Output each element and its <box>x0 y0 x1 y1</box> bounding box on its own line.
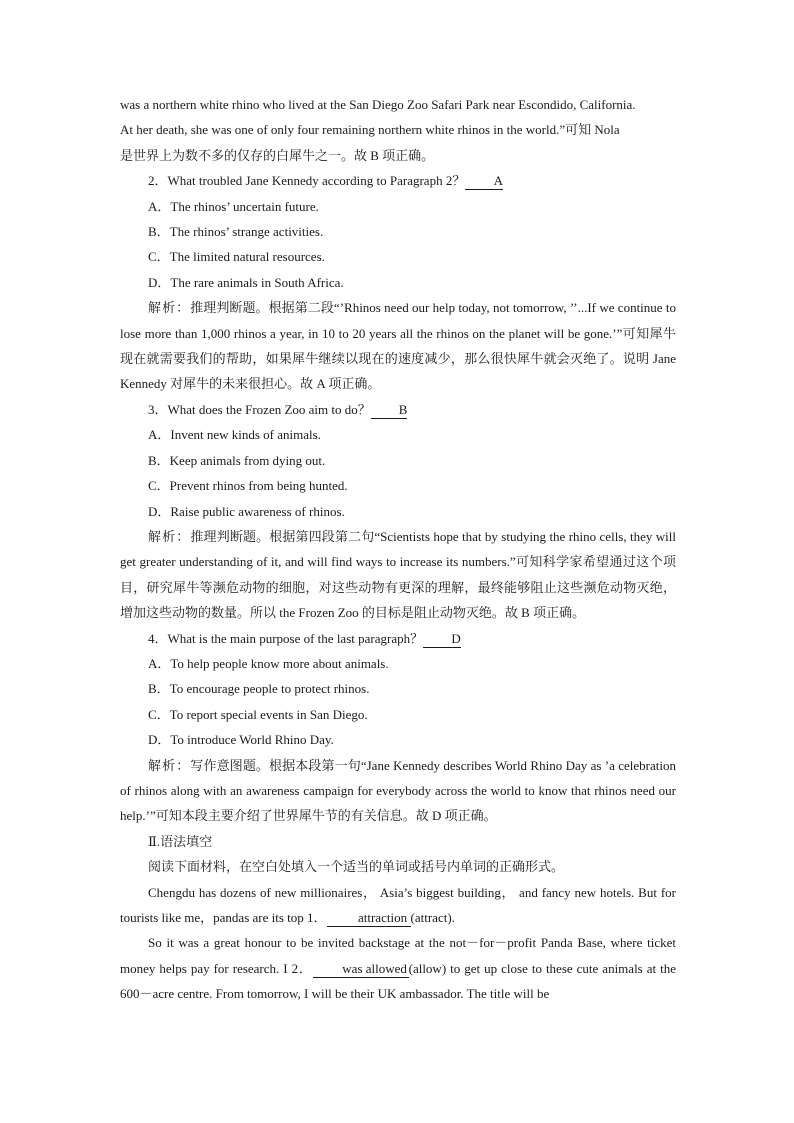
section-title: Ⅱ.语法填空 <box>148 833 213 849</box>
question-4-option-a: A．To help people know more about animals. <box>148 655 389 671</box>
question-2-option-b: B．The rhinos’ strange activities. <box>148 224 324 240</box>
question-3-option-b: B．Keep animals from dying out. <box>148 452 326 468</box>
question-2-option-a: A．The rhinos’ uncertain future. <box>148 198 319 214</box>
analysis-label: 解析： <box>148 300 191 316</box>
question-4-option-c: C．To report special events in San Diego. <box>148 706 368 722</box>
question-4-option-d: D．To introduce World Rhino Day. <box>148 732 334 748</box>
document-page <box>120 92 676 1007</box>
intro-line: At her death, she was one of only four remaining northern white rhinos in the world.”可知 Nola <box>120 122 620 138</box>
question-3-option-d: D．Raise public awareness of rhinos. <box>148 503 345 519</box>
grammar-paragraph-2: So it was a great honour to be invited backstage at the not－for－profit Panda Base, where ticket money helps pay for research. I 2． was allowed (allow) to get up close to these cute animals at the 600－acre centre. From tomorrow, I will be their UK ambassador. The title will be <box>120 935 676 1002</box>
grammar-paragraph-1: Chengdu has dozens of new millionaires， Asia’s biggest building， and fancy new hotels. But for tourists like me，pandas are its top 1． attraction (attract). <box>120 884 676 925</box>
blank-1: attraction <box>327 910 411 927</box>
question-3-stem: 3．What does the Frozen Zoo aim to do？ B <box>148 401 408 417</box>
intro-line: 是世界上为数不多的仅存的白犀牛之一。故 B 项正确。 <box>120 147 435 163</box>
analysis-label: 解析： <box>148 528 191 544</box>
section-instruction: 阅读下面材料，在空白处填入一个适当的单词或括号内单词的正确形式。 <box>148 859 565 875</box>
question-2-option-c: C．The limited natural resources. <box>148 249 325 265</box>
question-3-analysis: 解析：推理判断题。根据第四段第二句“Scientists hope that by studying the rhino cells, they will get greater understanding of it, and will find ways to increase its numbers.”可知科学家希望通过这个项目，研究犀牛等濒危动物的细胞，对这些动物有更深的理解，最终能够阻止这些濒危动物灭绝，增加这些动物的数量。所以 the Frozen Zoo 的目标是阻止动物灭绝。故 B 项正确。 <box>120 528 676 621</box>
question-4-option-b: B．To encourage people to protect rhinos. <box>148 681 370 697</box>
question-4-analysis: 解析：写作意图题。根据本段第一句“Jane Kennedy describes World Rhino Day as ’a celebration of rhinos along with an awareness campaign for everybody across the world to know that rhinos need our help.’”可知本段主要介绍了世界犀牛节的有关信息。故 D 项正确。 <box>120 757 676 824</box>
question-4-stem: 4．What is the main purpose of the last paragraph？ D <box>148 630 461 646</box>
question-2-stem: 2．What troubled Jane Kennedy according to Paragraph 2？ A <box>148 173 504 189</box>
question-2-option-d: D．The rare animals in South Africa. <box>148 274 344 290</box>
question-3-option-c: C．Prevent rhinos from being hunted. <box>148 478 348 494</box>
question-3-option-a: A．Invent new kinds of animals. <box>148 427 321 443</box>
question-2-answer: A <box>465 173 503 190</box>
analysis-label: 解析： <box>148 757 191 773</box>
question-4-answer: D <box>423 631 461 648</box>
question-3-answer: B <box>371 402 408 419</box>
intro-line: was a northern white rhino who lived at the San Diego Zoo Safari Park near Escondido, California. <box>120 97 636 112</box>
question-2-analysis: 解析：推理判断题。根据第二段“’Rhinos need our help today, not tomorrow, ’’...If we continue to lose more than 1,000 rhinos a year, in 10 to 20 years all the rhinos on the planet will be gone.’”可知犀牛现在就需要我们的帮助，如果犀牛继续以现在的速度减少，那么很快犀牛就会灭绝了。说明 Jane Kennedy 对犀牛的未来很担心。故 A 项正确。 <box>120 300 676 392</box>
blank-2: was allowed <box>313 961 409 978</box>
